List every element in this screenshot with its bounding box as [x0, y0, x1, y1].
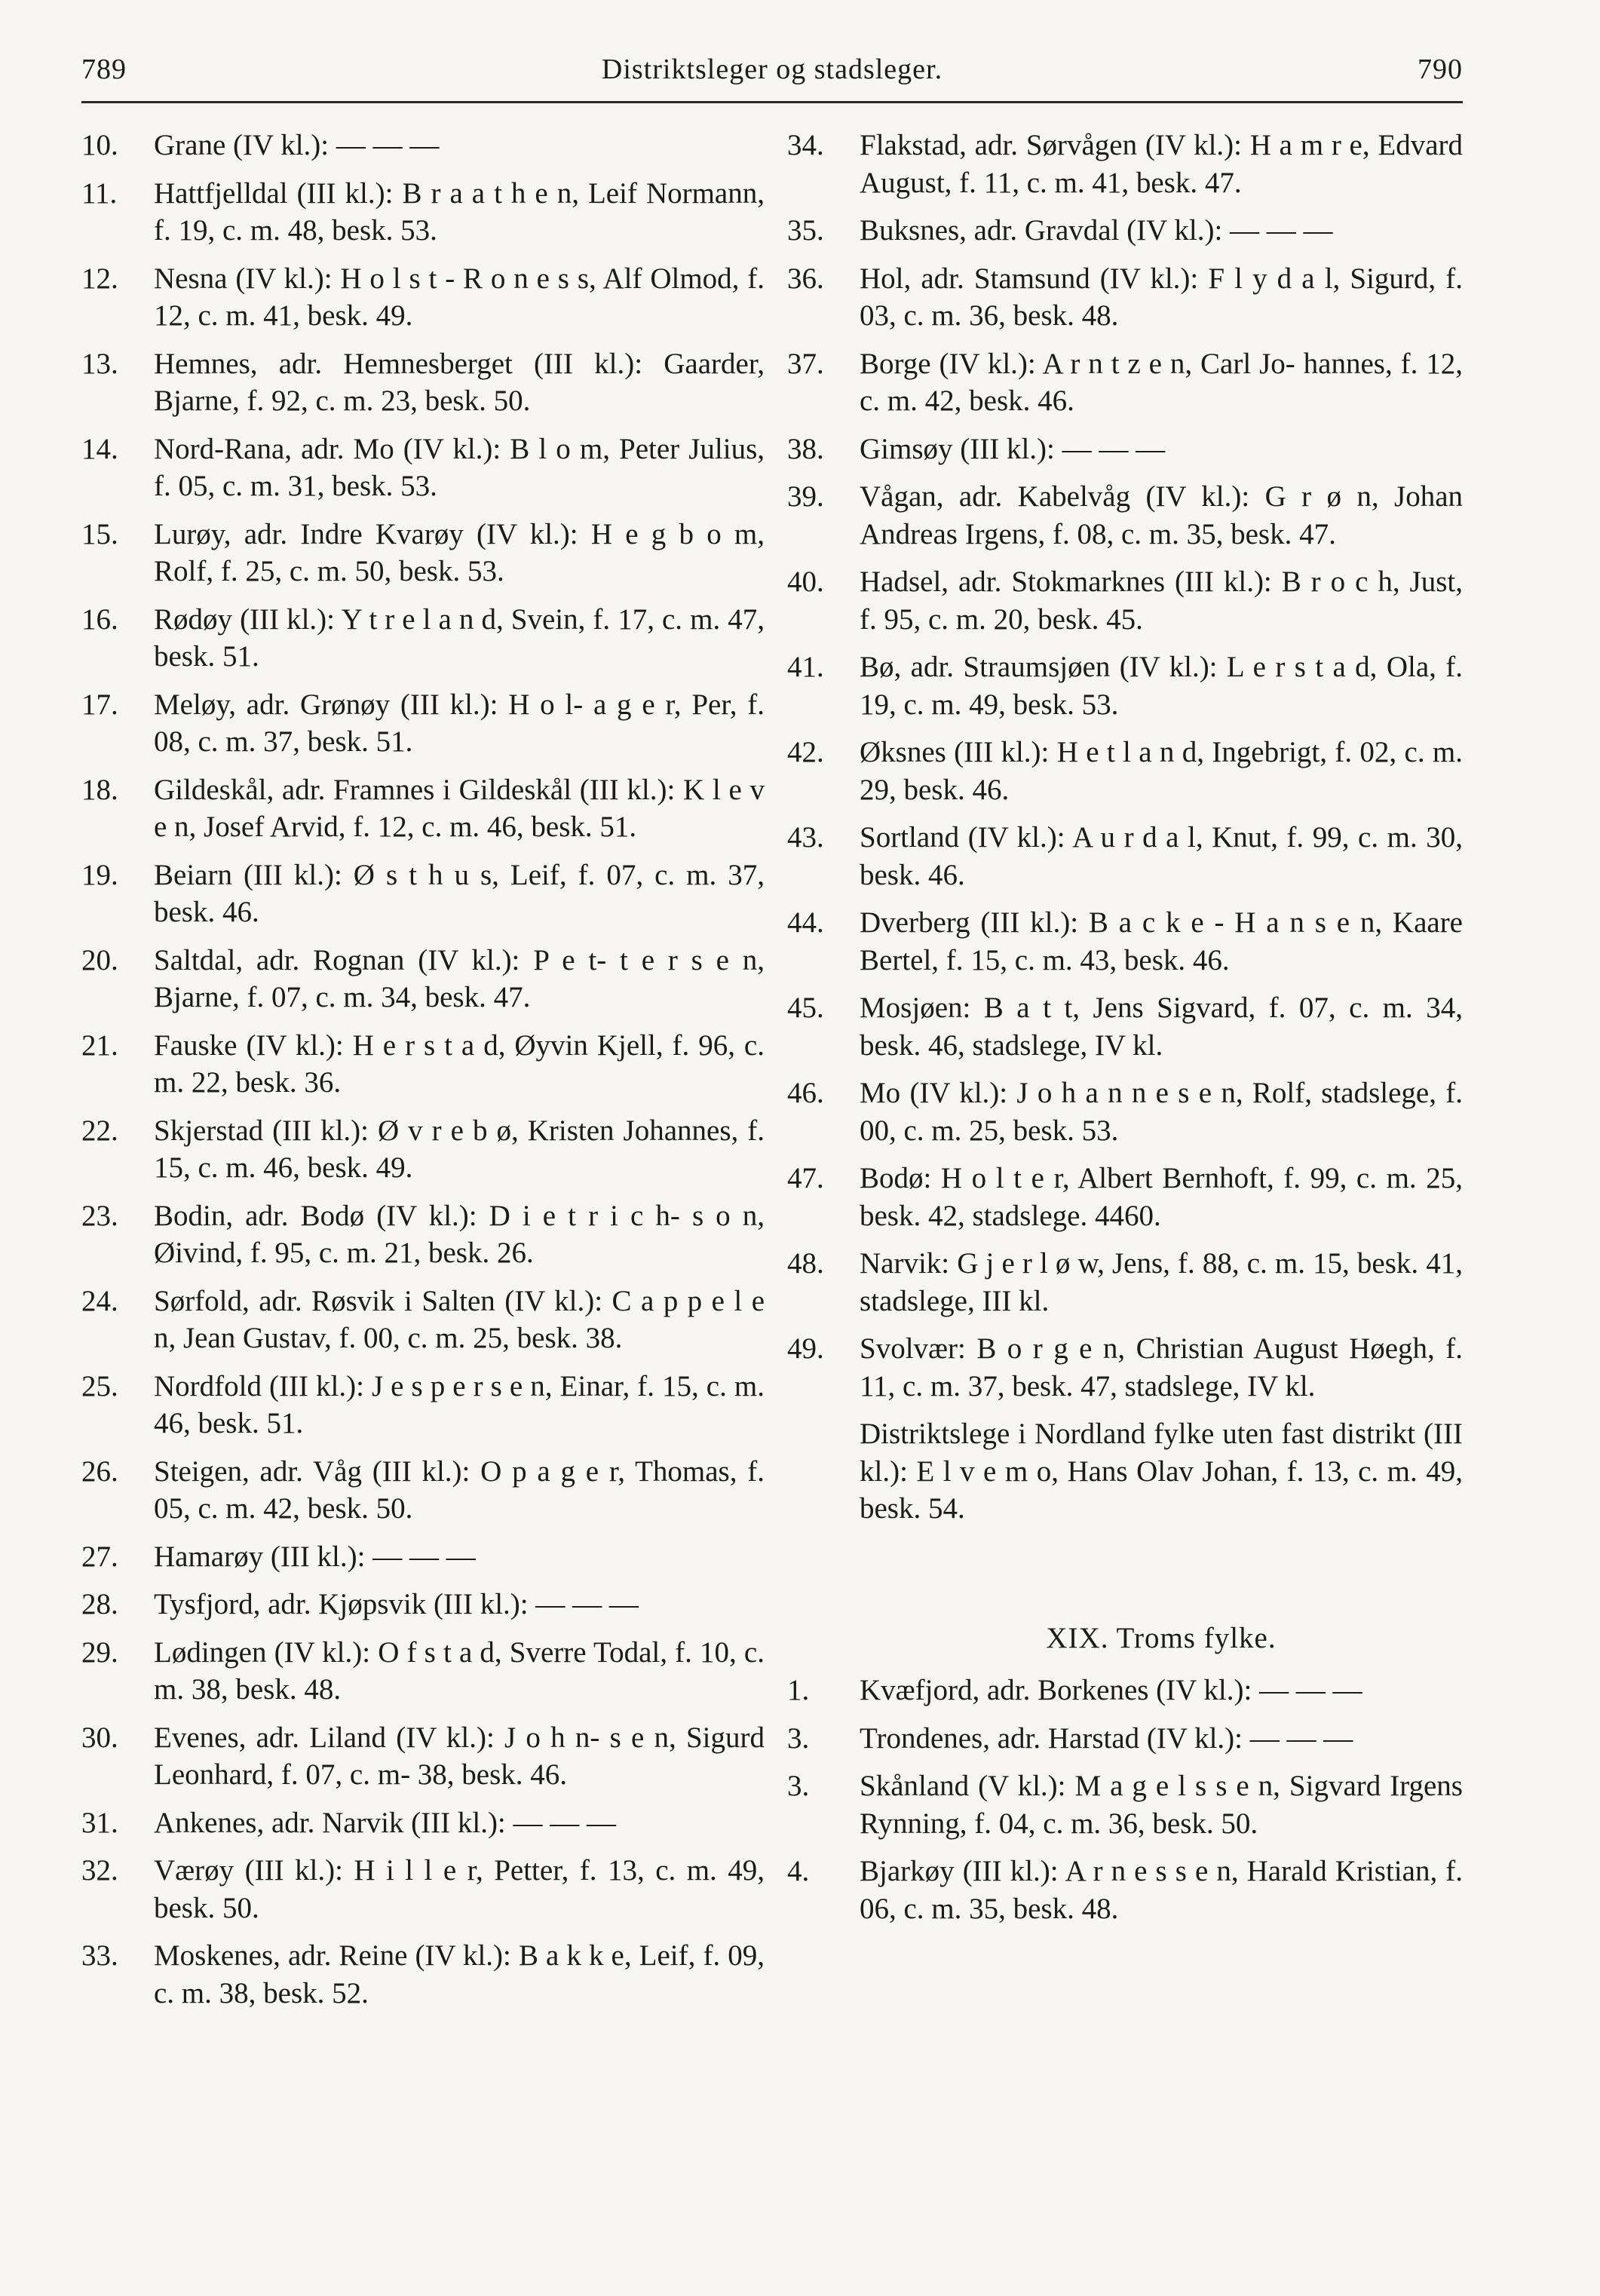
entry-text: Lurøy, adr. Indre Kvarøy (IV kl.): H e g b o m, Rolf, f. 25, c. m. 50, besk. 53. [154, 517, 765, 587]
list-item [787, 345, 1463, 420]
list-item [81, 345, 765, 420]
entry-text: Gimsøy (III kl.): — — — [860, 432, 1166, 465]
list-item [787, 734, 1463, 808]
list-item [81, 686, 765, 761]
left-column [81, 127, 765, 2012]
entry-number: 47. [787, 1162, 824, 1194]
running-title: Distriktsleger og stadsleger. [601, 54, 943, 85]
entry-number: 10. [81, 129, 118, 161]
entry-number: 16. [81, 602, 118, 636]
list-item [81, 1804, 765, 1842]
entry-text: Moskenes, adr. Reine (IV kl.): B a k k e, Leif, f. 09, c. m. 38, besk. 52. [154, 1939, 765, 2009]
list-item [81, 1538, 765, 1576]
entry-text: Borge (IV kl.): A r n t z e n, Carl Jo- hannes, f. 12, c. m. 42, besk. 46. [860, 347, 1463, 417]
entry-text: Nesna (IV kl.): H o l s t - R o n e s s, Alf Olmod, f. 12, c. m. 41, besk. 49. [154, 262, 765, 332]
list-item [787, 1720, 1463, 1758]
entry-text: Bodø: H o l t e r, Albert Bernhoft, f. 99, c. m. 25, besk. 42, stadslege. 4460. [860, 1162, 1463, 1232]
entry-number: 48. [787, 1247, 824, 1280]
entry-text: Meløy, adr. Grønøy (III kl.): H o l- a g e r, Per, f. 08, c. m. 37, besk. 51. [154, 688, 765, 758]
entry-number: 38. [787, 432, 824, 465]
header-rule [81, 101, 1463, 103]
entry-number: 22. [81, 1114, 118, 1147]
entry-number: 43. [787, 821, 824, 854]
entry-number: 27. [81, 1540, 118, 1573]
entry-number: 29. [81, 1635, 118, 1669]
entry-text: Bjarkøy (III kl.): A r n e s s e n, Harald Kristian, f. 06, c. m. 35, besk. 48. [860, 1855, 1463, 1925]
list-item [81, 1027, 765, 1102]
entry-number: 18. [81, 773, 118, 806]
entry-number: 13. [81, 347, 118, 380]
entry-number: 42. [787, 736, 824, 768]
list-item [787, 904, 1463, 979]
entry-number: 23. [81, 1199, 118, 1232]
entry-text: Sortland (IV kl.): A u r d a l, Knut, f. 99, c. m. 30, besk. 46. [860, 821, 1463, 891]
right-column [787, 127, 1463, 1927]
entry-number: 34. [787, 129, 824, 161]
list-item [81, 1368, 765, 1442]
list-item [81, 1719, 765, 1794]
entry-text: Øksnes (III kl.): H e t l a n d, Ingebrigt, f. 02, c. m. 29, besk. 46. [860, 736, 1463, 806]
entry-text: Bodin, adr. Bodø (IV kl.): D i e t r i c h- s o n, Øivind, f. 95, c. m. 21, besk. 26. [154, 1199, 765, 1269]
list-item [81, 175, 765, 250]
list-item [81, 942, 765, 1016]
list-item [787, 989, 1463, 1064]
entry-number: 3. [787, 1721, 810, 1755]
list-item [787, 431, 1463, 468]
entry-text: Hol, adr. Stamsund (IV kl.): F l y d a l, Sigurd, f. 03, c. m. 36, besk. 48. [860, 262, 1463, 332]
list-item [81, 1453, 765, 1528]
entry-text: Svolvær: B o r g e n, Christian August Høegh, f. 11, c. m. 37, besk. 47, stadslege, IV kl. [860, 1332, 1463, 1402]
entry-number: 19. [81, 858, 118, 891]
list-item [81, 1112, 765, 1187]
entry-text: Steigen, adr. Våg (III kl.): O p a g e r, Thomas, f. 05, c. m. 42, besk. 50. [154, 1455, 765, 1525]
entry-text: Nordfold (III kl.): J e s p e r s e n, Einar, f. 15, c. m. 46, besk. 51. [154, 1369, 765, 1439]
list-item [81, 1852, 765, 1927]
entry-number: 37. [787, 347, 824, 380]
entry-number: 4. [787, 1855, 810, 1887]
entry-number: 15. [81, 517, 118, 550]
entry-text: Hamarøy (III kl.): — — — [154, 1540, 476, 1573]
entry-number: 32. [81, 1854, 118, 1887]
entry-text: Værøy (III kl.): H i l l e r, Petter, f. 13, c. m. 49, besk. 50. [154, 1854, 765, 1924]
list-item [81, 1634, 765, 1709]
list-item [81, 1283, 765, 1357]
entry-text: Nord-Rana, adr. Mo (IV kl.): B l o m, Peter Julius, f. 05, c. m. 31, besk. 53. [154, 432, 765, 502]
list-item [787, 1767, 1463, 1842]
right-entries [787, 127, 1463, 1405]
list-item [787, 260, 1463, 335]
entry-number: 14. [81, 432, 118, 465]
list-item [787, 1853, 1463, 1927]
entry-text: Tysfjord, adr. Kjøpsvik (III kl.): — — — [154, 1588, 639, 1620]
list-item [81, 771, 765, 846]
list-item [787, 563, 1463, 638]
page-number-left: 789 [81, 54, 127, 85]
entry-text: Trondenes, adr. Harstad (IV kl.): — — — [860, 1721, 1353, 1755]
list-item [787, 648, 1463, 723]
list-item [787, 212, 1463, 250]
list-item [81, 516, 765, 590]
entry-number: 44. [787, 906, 824, 939]
entry-text: Rødøy (III kl.): Y t r e l a n d, Svein, f. 17, c. m. 47, besk. 51. [154, 602, 765, 673]
entry-text: Kvæfjord, adr. Borkenes (IV kl.): — — — [860, 1674, 1362, 1706]
entry-text: Hattfjelldal (III kl.): B r a a t h e n, Leif Normann, f. 19, c. m. 48, besk. 53. [154, 176, 765, 247]
page-header [81, 47, 1463, 92]
entry-text: Skånland (V kl.): M a g e l s s e n, Sigvard Irgens Rynning, f. 04, c. m. 36, besk. 50. [860, 1770, 1463, 1840]
entry-number: 36. [787, 262, 824, 295]
list-item [81, 127, 765, 164]
page-number-right: 790 [1418, 54, 1463, 85]
list-item [81, 1586, 765, 1623]
entry-text: Hemnes, adr. Hemnesberget (III kl.): Gaarder, Bjarne, f. 92, c. m. 23, besk. 50. [154, 347, 765, 417]
list-item [81, 1937, 765, 2012]
entry-text: Mo (IV kl.): J o h a n n e s e n, Rolf, stadslege, f. 00, c. m. 25, besk. 53. [860, 1077, 1463, 1147]
section-title: XIX. Troms fylke. [1046, 1621, 1277, 1654]
entry-text: Beiarn (III kl.): Ø s t h u s, Leif, f. 07, c. m. 37, besk. 46. [154, 858, 765, 928]
list-item [81, 260, 765, 335]
list-item [787, 1160, 1463, 1234]
entry-number: 41. [787, 651, 824, 683]
entry-number: 17. [81, 688, 118, 721]
entry-number: 40. [787, 566, 824, 598]
list-item [81, 1197, 765, 1272]
entry-text: Hadsel, adr. Stokmarknes (III kl.): B r o c h, Just, f. 95, c. m. 20, besk. 45. [860, 566, 1463, 636]
entry-number: 1. [787, 1674, 810, 1706]
entry-number: 25. [81, 1369, 118, 1402]
list-item [81, 857, 765, 931]
entry-text: Saltdal, adr. Rognan (IV kl.): P e t- t e r s e n, Bjarne, f. 07, c. m. 34, besk. 47. [154, 943, 765, 1013]
entry-text: Gildeskål, adr. Framnes i Gildeskål (III kl.): K l e v e n, Josef Arvid, f. 12, c. m. 46, besk. 51. [154, 773, 765, 843]
entry-text: Grane (IV kl.): — — — [154, 129, 440, 161]
entry-text: Dverberg (III kl.): B a c k e - H a n s e n, Kaare Bertel, f. 15, c. m. 43, besk. 46. [860, 906, 1463, 976]
list-item [787, 819, 1463, 894]
entry-number: 49. [787, 1332, 824, 1365]
entry-number: 35. [787, 214, 824, 247]
entry-number: 11. [81, 176, 118, 210]
entry-number: 12. [81, 262, 118, 295]
list-item [81, 431, 765, 505]
entry-text: Evenes, adr. Liland (IV kl.): J o h n- s e n, Sigurd Leonhard, f. 07, c. m- 38, besk. 46. [154, 1721, 765, 1791]
entry-text: Narvik: G j e r l ø w, Jens, f. 88, c. m. 15, besk. 41, stadslege, III kl. [860, 1247, 1463, 1317]
entry-number: 24. [81, 1284, 118, 1317]
list-item [787, 1672, 1463, 1709]
entry-text: Fauske (IV kl.): H e r s t a d, Øyvin Kjell, f. 96, c. m. 22, besk. 36. [154, 1028, 765, 1099]
entry-number: 45. [787, 992, 824, 1024]
entry-number: 30. [81, 1721, 118, 1754]
list-item [787, 1074, 1463, 1149]
entry-number: 31. [81, 1806, 118, 1839]
list-item [81, 601, 765, 676]
entry-number: 20. [81, 943, 118, 976]
entry-number: 28. [81, 1588, 118, 1620]
entry-text: Lødingen (IV kl.): O f s t a d, Sverre Todal, f. 10, c. m. 38, besk. 48. [154, 1635, 765, 1706]
district-note: Distriktslege i Nordland fylke uten fast distrikt (III kl.): E l v e m o, Hans Olav Johan, f. 13, c. m. 49, besk. 54. [860, 1418, 1463, 1525]
entry-text: Bø, adr. Straumsjøen (IV kl.): L e r s t a d, Ola, f. 19, c. m. 49, besk. 53. [860, 651, 1463, 721]
list-item [787, 127, 1463, 201]
section-entries [787, 1672, 1463, 1927]
entry-number: 33. [81, 1939, 118, 1972]
entry-text: Ankenes, adr. Narvik (III kl.): — — — [154, 1806, 617, 1839]
entry-number: 46. [787, 1077, 824, 1109]
list-item [787, 1330, 1463, 1405]
entry-text: Flakstad, adr. Sørvågen (IV kl.): H a m r e, Edvard August, f. 11, c. m. 41, besk. 47. [860, 129, 1463, 199]
entry-text: Mosjøen: B a t t, Jens Sigvard, f. 07, c. m. 34, besk. 46, stadslege, IV kl. [860, 992, 1463, 1062]
list-item [787, 478, 1463, 553]
entry-number: 39. [787, 480, 824, 513]
entry-text: Vågan, adr. Kabelvåg (IV kl.): G r ø n, Johan Andreas Irgens, f. 08, c. m. 35, besk. 47. [860, 480, 1463, 550]
entry-text: Sørfold, adr. Røsvik i Salten (IV kl.): C a p p e l e n, Jean Gustav, f. 00, c. m. 25, besk. 38. [154, 1284, 765, 1354]
list-item [787, 1245, 1463, 1320]
entry-number: 3. [787, 1770, 810, 1802]
entry-text: Skjerstad (III kl.): Ø v r e b ø, Kristen Johannes, f. 15, c. m. 46, besk. 49. [154, 1114, 765, 1184]
entry-number: 26. [81, 1455, 118, 1488]
entry-number: 21. [81, 1028, 118, 1062]
entry-text: Buksnes, adr. Gravdal (IV kl.): — — — [860, 214, 1333, 247]
